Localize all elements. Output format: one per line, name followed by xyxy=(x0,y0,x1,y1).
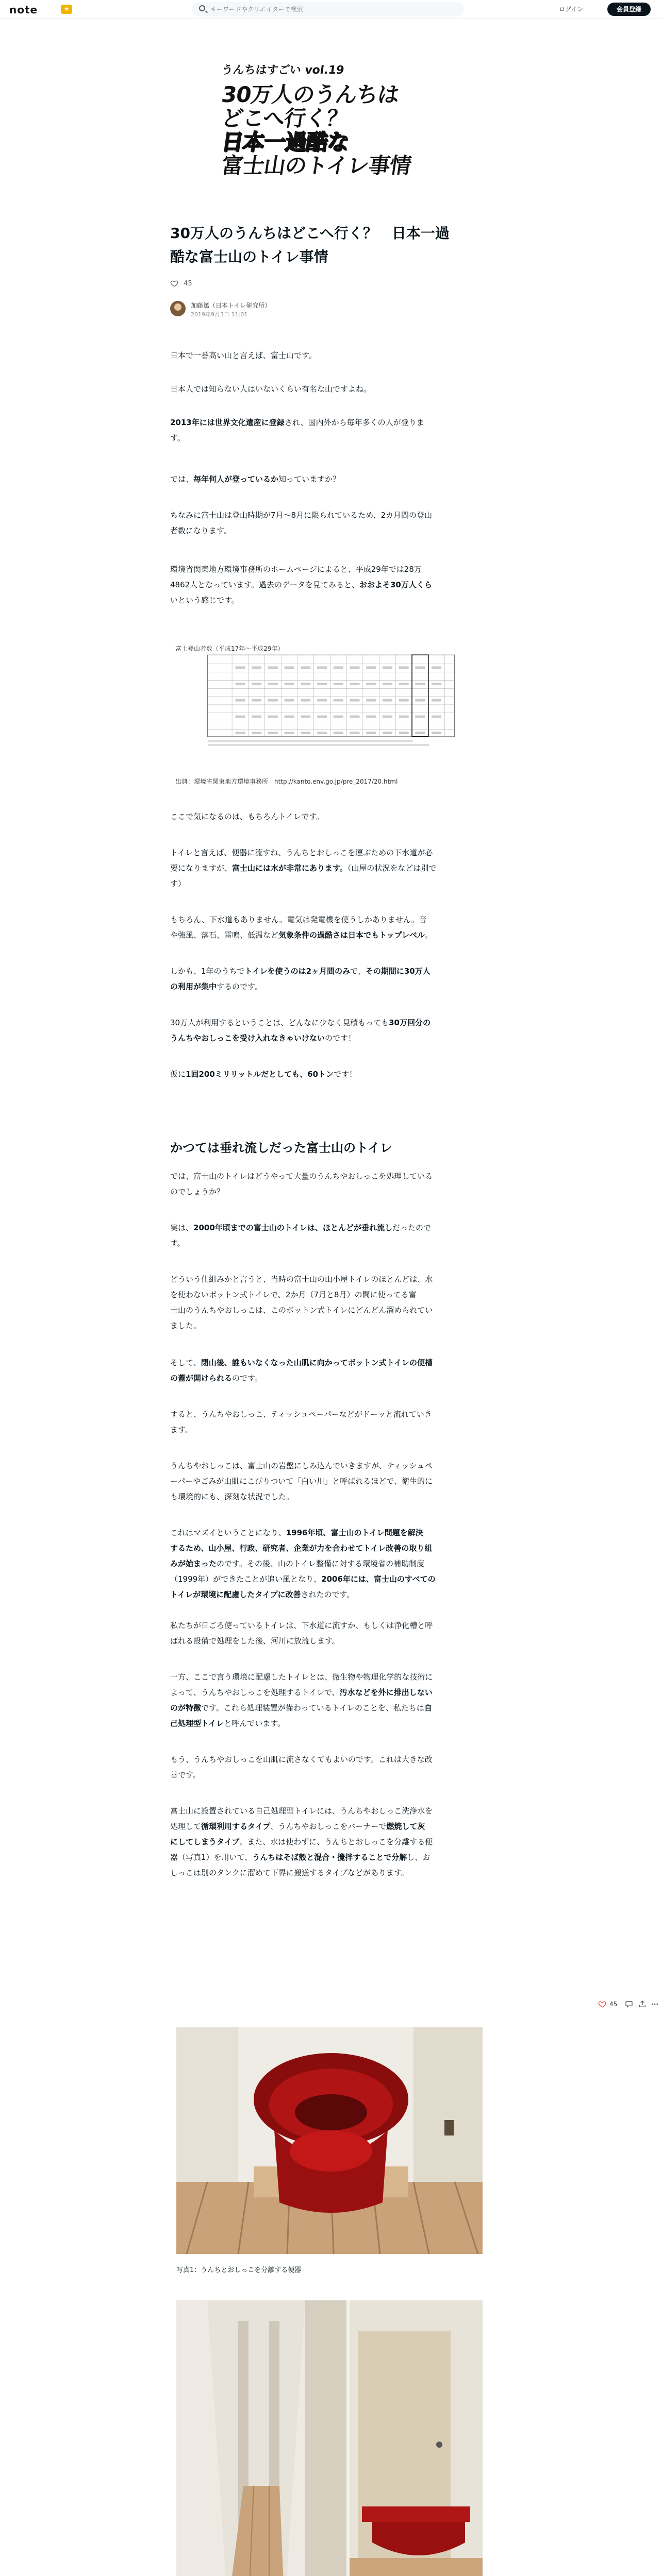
paragraph: 日本人では知らない人はいないくらい有名な山ですよね。 xyxy=(170,384,372,394)
hallway-photo xyxy=(176,2300,483,2576)
table-source: 出典：環境省関東地方環境事務所 http://kanto.env.go.jp/pre_2017/20.html xyxy=(175,778,398,785)
search-input[interactable] xyxy=(210,4,458,14)
author-block[interactable] xyxy=(170,299,492,319)
hero-line-1: 30万人のうんちは xyxy=(220,82,401,107)
hero-line-3: 日本一過酷な xyxy=(220,129,351,155)
heart-icon[interactable] xyxy=(598,2000,606,2010)
login-link[interactable]: ログイン xyxy=(559,6,584,13)
paragraph: 日本で一番高い山と言えば、富士山です。 xyxy=(170,351,317,360)
paragraph: 環境省関東地方環境事務所のホームページによると、平成29年では28万 4862人となっています。過去のデータを見てみると、おおよそ30万人くら いという感じです。 xyxy=(170,565,432,605)
more-icon[interactable] xyxy=(651,2000,659,2010)
like-row[interactable] xyxy=(170,279,192,290)
hero-image xyxy=(170,49,492,198)
paragraph: ここで気になるのは、もちろんトイレです。 xyxy=(170,812,324,821)
heart-icon[interactable] xyxy=(170,279,178,287)
crown-icon: ★ xyxy=(61,5,72,14)
paragraph: 一方、ここで言う環境に配慮したトイレとは、微生物や物理化学的な技術に よって、うんちやおしっこを処理するトイレで、汚水などを外に排出しない のが特徴です。これら処理装置が備わっているトイレのことを、私たちは自 己処理型トイレと呼んでいます。 xyxy=(170,1672,433,1728)
signup-button[interactable]: 会員登録 xyxy=(607,3,651,16)
paragraph: もう、うんちやおしっこを山肌に流さなくてもよいのです。これは大きな改 善です。 xyxy=(170,1755,433,1780)
hero-line-2: どこへ行く？ xyxy=(220,106,350,131)
hero-subtitle: うんちはすごい vol.19 xyxy=(220,64,345,77)
photo-fuji-toilet-building xyxy=(176,2300,483,2576)
paragraph: すると、うんちやおしっこ、ティッシュペーパーなどがドーッと流れていき ます。 xyxy=(170,1410,432,1434)
comment-icon[interactable] xyxy=(625,2000,633,2010)
article-title-line-1: 30万人のうんちはどこへ行く？ 日本一過 xyxy=(170,225,450,242)
side-like-count: 45 xyxy=(609,2001,618,2008)
like-count: 45 xyxy=(184,279,192,287)
toilet-photo xyxy=(176,2027,483,2254)
avatar[interactable] xyxy=(170,301,186,316)
paragraph: 富士山に設置されている自己処理型トイレには、うんちやおしっこ洗浄水を 処理して循環利用するタイプ、うんちやおしっこをバーナーで燃焼して灰 にしてしまうタイプ、また、水は使わずに、うんちとおしっこを分離する便 器（写真1）を用いて、うんちはそば殻と混合・攪拌することで分解し、お しっこは別のタンクに溜めて下界に搬送するタイプなどがあります。 xyxy=(170,1806,433,1877)
climber-count-table xyxy=(170,644,492,793)
paragraph: 仮に1回200ミリリットルだとしても、60トンです！ xyxy=(170,1070,357,1079)
section-heading: かつては垂れ流しだった富士山のトイレ xyxy=(170,1141,392,1155)
hero-line-4: 富士山のトイレ事情 xyxy=(220,153,413,178)
paragraph: では、富士山のトイレはどうやって大量のうんちやおしっこを処理している のでしょうか？ xyxy=(170,1172,433,1196)
publish-date: 2019年9月3日 11:01 xyxy=(191,311,248,318)
paragraph: そして、閉山後、誰もいなくなった山肌に向かってボットン式トイレの便槽 の蓋が開けられるのです。 xyxy=(170,1358,433,1383)
paragraph: どういう仕組みかと言うと、当時の富士山の山小屋トイレのほとんどは、水 を使わないボットン式トイレで、2か月（7月と8月）の間に使ってる富 士山のうんちやおしっこは、このボットン式トイレにどんどん溜められてい ました。 xyxy=(170,1275,433,1330)
share-icon[interactable] xyxy=(638,2000,647,2010)
paragraph: トイレと言えば、便器に流すね、うんちとおしっこを運ぶための下水道が必 要になりますが、富士山には水が非常にあります。（山屋の状況をなどは別で す） xyxy=(170,848,437,888)
search-icon xyxy=(199,5,205,11)
table-grid xyxy=(170,653,492,772)
paragraph: 私たちが日ごろ使っているトイレは、下水道に流すか、もしくは浄化槽と呼 ばれる設備で処理をした後、河川に放流します。 xyxy=(170,1621,433,1646)
paragraph: これはマズイということになり、1996年頃、富士山のトイレ問題を解決 するため、山小屋、行政、研究者、企業が力を合わせてトイレ改善の取り組 みが始まったのです。その後、山のトイレ整備に対する環境省の補助制度 （1999年）ができたことが追い風となり、2006年には、富士山のすべての トイレが環境に配慮したタイプに改善されたのです。 xyxy=(170,1528,436,1599)
paragraph: では、毎年何人が登っているか知っていますか？ xyxy=(170,474,341,484)
top-navbar xyxy=(0,0,662,19)
paragraph: うんちやおしっこは、富士山の岩盤にしみ込んでいきますが、ティッシュペ ーパーやごみが山肌にこびりついて「白い川」と呼ばれるほどで、衛生的に も環境的にも、深刻な状況でした。 xyxy=(170,1461,433,1501)
table-title: 富士登山者数（平成17年〜平成29年） xyxy=(175,645,284,652)
paragraph: 2013年には世界文化遺産に登録され、国内外から毎年多くの人が登りま す。 xyxy=(170,418,424,443)
article-title-line-2: 酷な富士山のトイレ事情 xyxy=(170,248,328,265)
search-box[interactable] xyxy=(192,2,464,16)
photo-separating-toilet xyxy=(176,2027,483,2254)
paragraph: もちろん、下水道もありません。電気は発電機を使うしかありません。音 や強風、落石、雷鳴、低温など気象条件の過酷さは日本でもトップレベル。 xyxy=(170,915,433,940)
paragraph: ちなみに富士山は登山時期が7月〜8月に限られているため、2カ月間の登山 者数になります。 xyxy=(170,511,433,535)
paragraph: 実は、2000年頃までの富士山のトイレは、ほとんどが垂れ流しだったので す。 xyxy=(170,1223,432,1248)
photo1-caption: 写真1：うんちとおしっこを分離する便器 xyxy=(176,2266,302,2274)
paragraph: しかも、1年のうちでトイレを使うのは2ヶ月間のみで、その期間に30万人 の利用が集中するのです。 xyxy=(170,967,431,991)
article-title xyxy=(170,222,492,269)
paragraph: 30万人が利用するということは、どんなに少なく見積もっても30万回分の うんちやおしっこを受け入れなきゃいけないのです！ xyxy=(170,1018,431,1043)
author-name[interactable]: 加藤篤（日本トイレ研究所） xyxy=(191,302,271,309)
floating-actions xyxy=(588,1999,660,2011)
note-logo[interactable]: note xyxy=(9,4,38,16)
